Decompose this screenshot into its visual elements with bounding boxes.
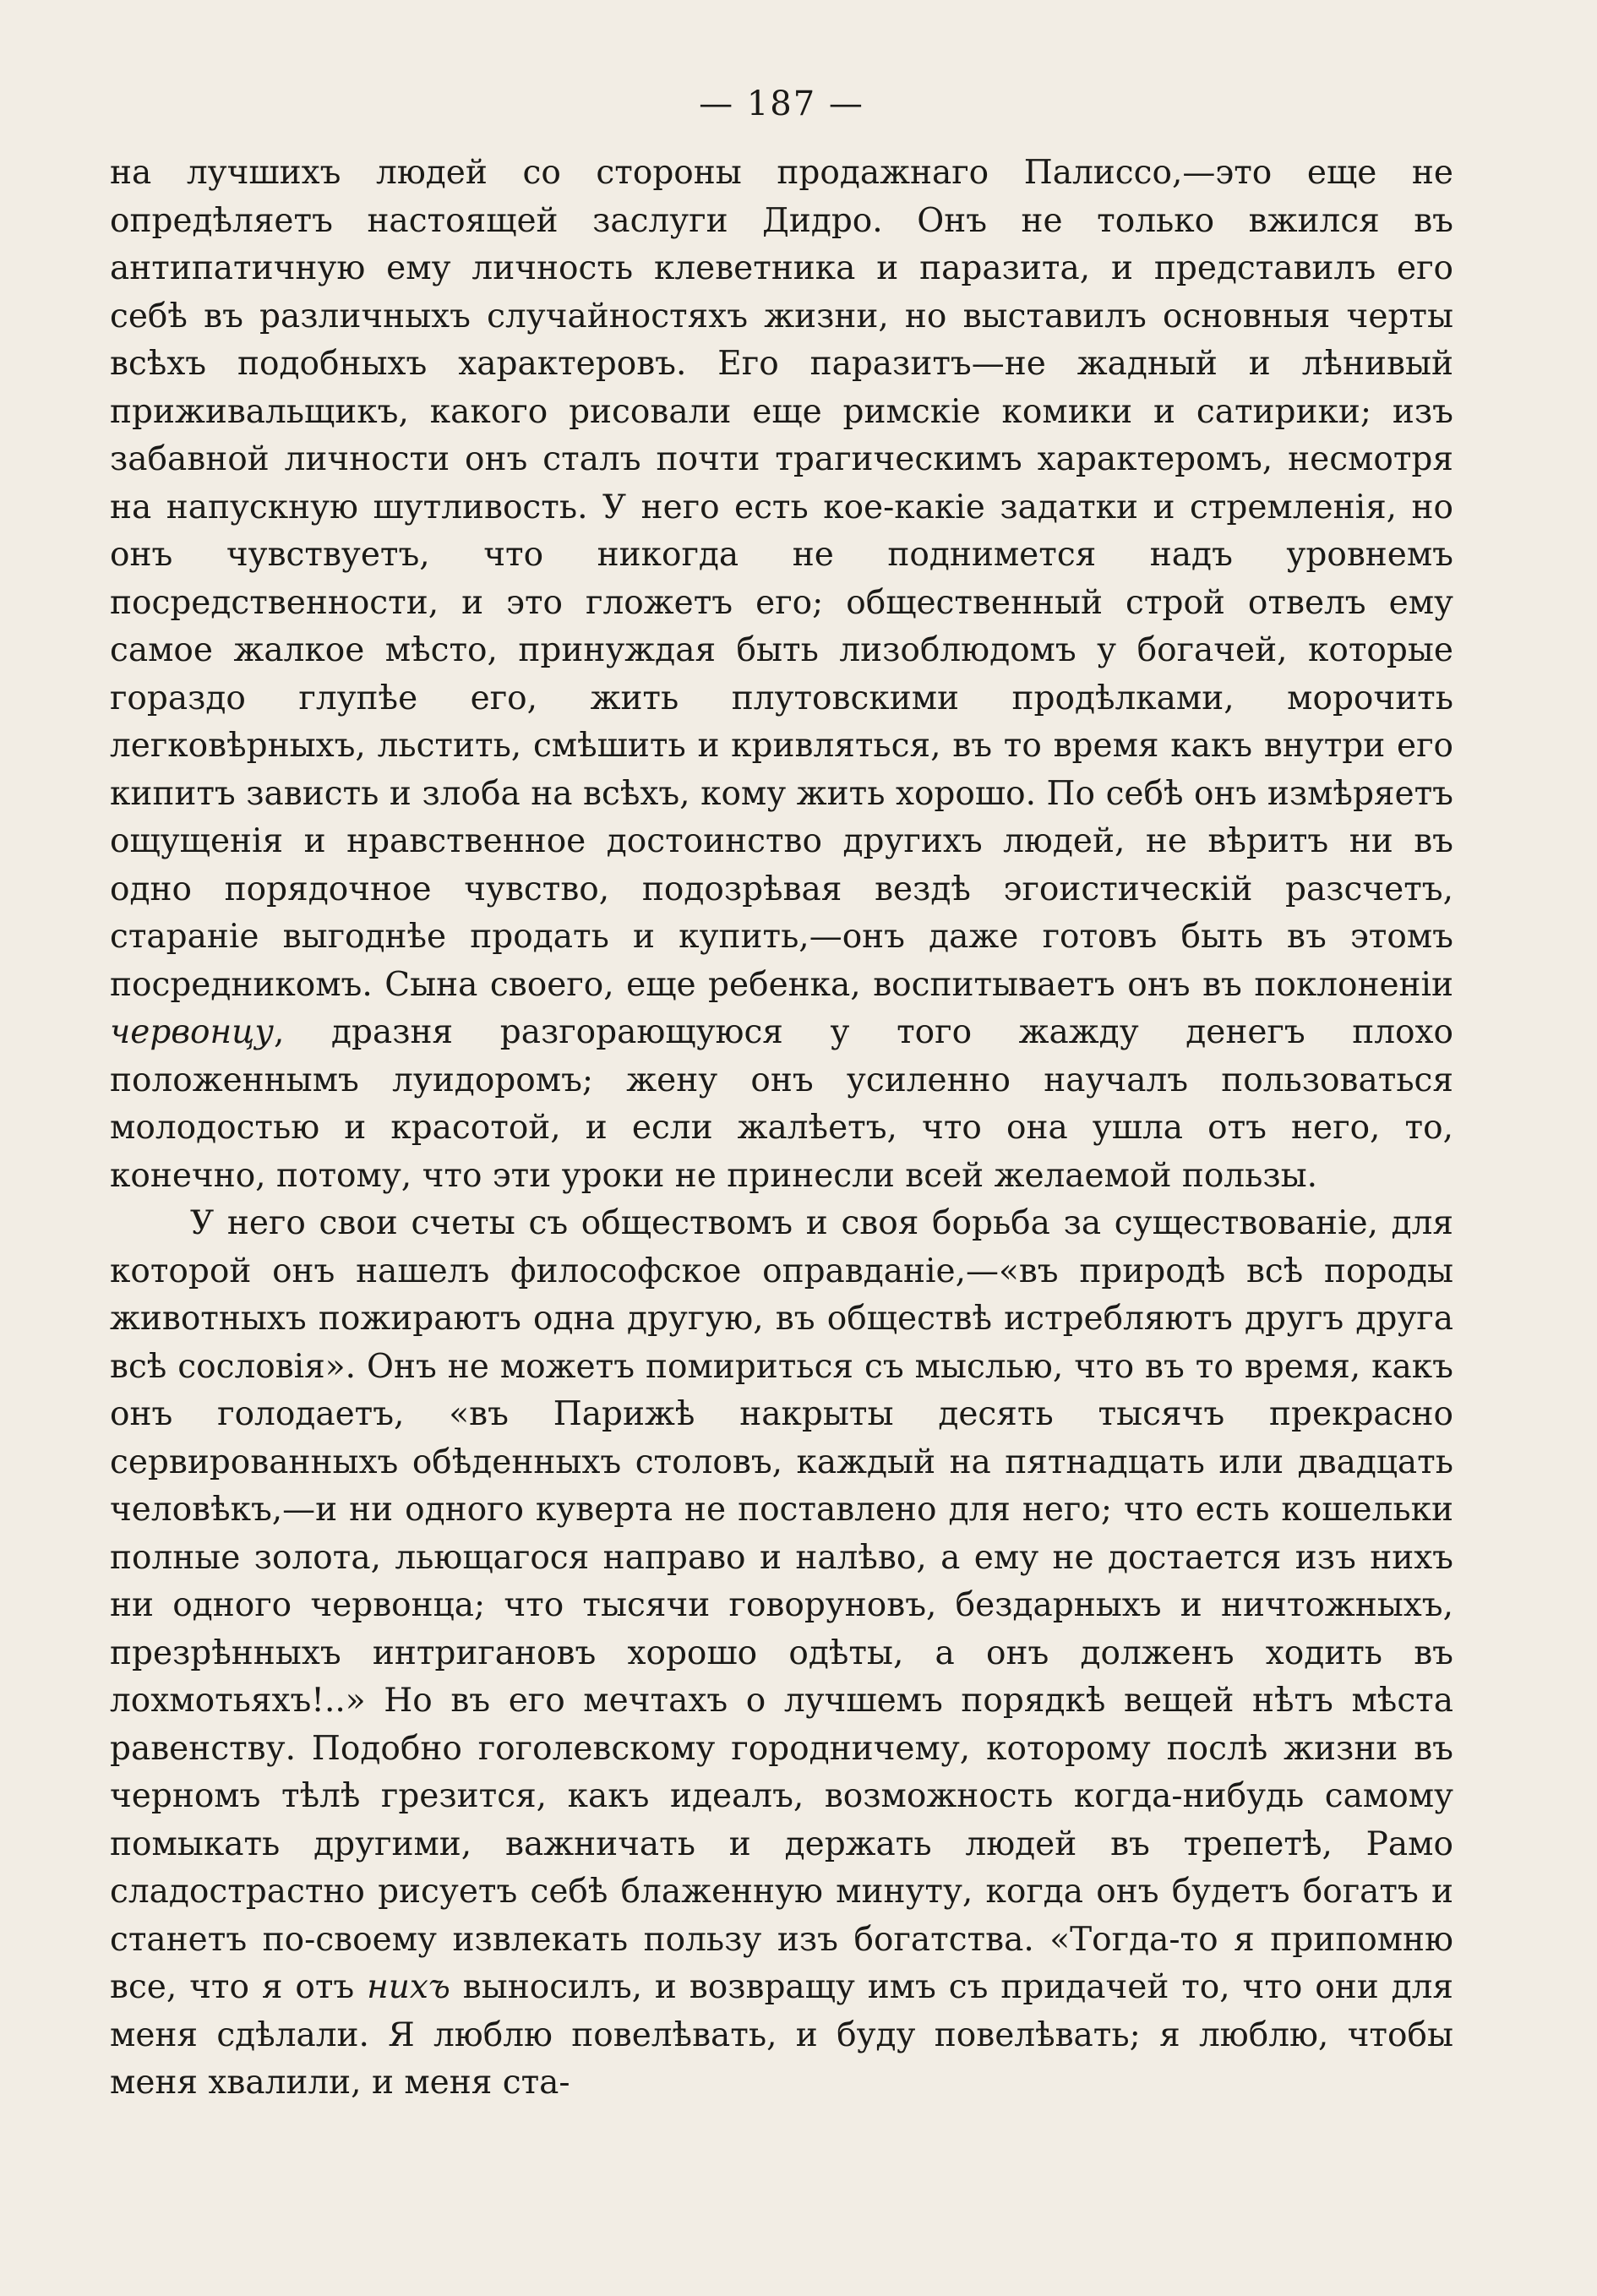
paragraph-1 xyxy=(110,150,1453,1200)
text-segment: У него свои счеты съ обществомъ и своя борьба за существованіе, для которой онъ нашелъ философское оправданіе,—«въ природѣ всѣ породы животныхъ пожираютъ одна другую, въ обществѣ истребляютъ другъ друга всѣ сословія». Онъ не можетъ помириться съ мыслью, что въ то время, какъ онъ голодаетъ, «въ Парижѣ накрыты десять тысячъ прекрасно сервированныхъ обѣденныхъ столовъ, каждый на пятнадцать или двадцать человѣкъ,—и ни одного куверта не поставлено для него; что есть кошельки полные золота, льющагося направо и налѣво, а ему не достается изъ нихъ ни одного червонца; что тысячи говоруновъ, бездарныхъ и ничтожныхъ, презрѣнныхъ интригановъ хорошо одѣты, а онъ долженъ ходить въ лохмотьяхъ!..» Но въ его мечтахъ о лучшемъ порядкѣ вещей нѣтъ мѣста равенству. Подобно гоголевскому городничему, которому послѣ жизни въ черномъ тѣлѣ грезится, какъ идеалъ, возможность когда-нибудь самому помыкать другими, важничать и держать людей въ трепетѣ, Рамо сладострастно рисуетъ себѣ блаженную минуту, когда онъ будетъ богатъ и станетъ по-своему извлекать пользу изъ богатства. «Тогда-то я припомню все, что я отъ xyxy=(110,1204,1453,2006)
text-segment: выносилъ, и возвращу имъ съ придачей то, что они для меня сдѣлали. Я люблю повелѣвать, и буду повелѣвать; я люблю, чтобы меня хвалили, и меня ста- xyxy=(110,1968,1453,2102)
text-segment: на лучшихъ людей со стороны продажнаго Палиссо,—это еще не опредѣляетъ настоящей заслуги Дидро. Онъ не только вжился въ антипатичную ему личность клеветника и паразита, и представилъ его себѣ въ различныхъ случайностяхъ жизни, но выставилъ основныя черты всѣхъ подобныхъ характеровъ. Его паразитъ—не жадный и лѣнивый приживальщикъ, какого рисовали еще римскіе комики и сатирики; изъ забавной личности онъ сталъ почти трагическимъ характеромъ, несмотря на напускную шутливость. У него есть кое-какіе задатки и стремленія, но онъ чувствуетъ, что никогда не поднимется надъ уровнемъ посредственности, и это гложетъ его; общественный строй отвелъ ему самое жалкое мѣсто, принуждая быть лизоблюдомъ у богачей, которые гораздо глупѣе его, жить плутовскими продѣлками, морочить легковѣрныхъ, льстить, смѣшить и кривляться, въ то время какъ внутри его кипитъ зависть и злоба на всѣхъ, кому жить хорошо. По себѣ онъ измѣряетъ ощущенія и нравственное достоинство другихъ людей, не вѣритъ ни въ одно порядочное чувство, подозрѣвая вездѣ эгоистическій разсчетъ, стараніе выгоднѣе продать и купить,—онъ даже готовъ быть въ этомъ посредникомъ. Сына своего, еще ребенка, воспитываетъ онъ въ поклоненіи xyxy=(110,154,1453,1004)
body-text xyxy=(110,150,1453,2108)
italic-word: нихъ xyxy=(367,1968,450,2006)
text-segment: , дразня разгорающуюся у того жажду денегъ плохо положеннымъ луидоромъ; жену онъ усиленно научалъ пользоваться молодостью и красотой, и если жалѣетъ, что она ушла отъ него, то, конечно, потому, что эти уроки не принесли всей желаемой пользы. xyxy=(110,1013,1453,1195)
paragraph-2 xyxy=(110,1200,1453,2108)
page-number: — 187 — xyxy=(699,85,864,123)
italic-word: червонцу xyxy=(110,1013,275,1051)
